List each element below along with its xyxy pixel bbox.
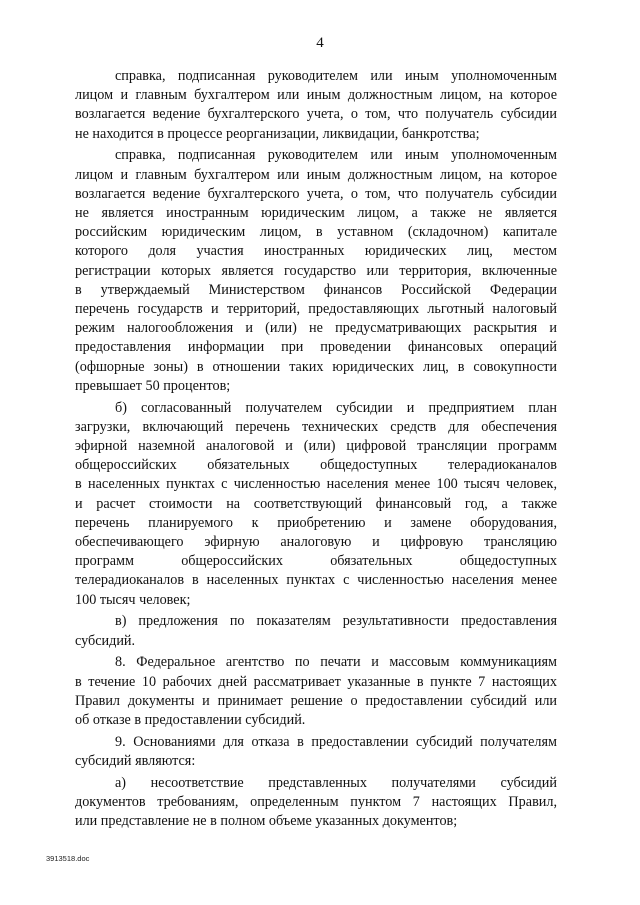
page-number: 4 [316, 35, 324, 51]
text-line: режим налогообложения и (или) не предусматривающих раскрытия и [75, 320, 557, 337]
text-line: перечень государств и территорий, предоставляющих льготный налоговый [75, 301, 557, 318]
text-line: предоставления информации при проведении финансовых операций [75, 339, 557, 356]
paragraph [75, 653, 557, 730]
paragraph [75, 612, 557, 650]
text-line: а) несоответствие представленных получателями субсидий [115, 774, 557, 791]
text-line: лицом и главным бухгалтером или иным должностным лицом, на которое [75, 87, 557, 104]
text-line: (офшорные зоны) в отношении таких юридических лиц, в совокупности [75, 358, 557, 375]
text-line: перечень планируемого к приобретению и замене оборудования, [75, 514, 557, 531]
document-body [75, 67, 557, 834]
text-line: превышает 50 процентов; [75, 377, 231, 394]
text-line: субсидий являются: [75, 753, 196, 770]
text-line: телерадиоканалов в населенных пунктах с численностью населения менее [75, 572, 557, 589]
text-line: в утверждаемый Министерством финансов Российской Федерации [75, 281, 557, 298]
text-line: возлагается ведение бухгалтерского учета, о том, что получатель субсидии [75, 106, 557, 123]
paragraph [75, 67, 557, 144]
text-line: регистрации которых является государство или территория, включенные [75, 262, 557, 279]
text-line: российским юридическим лицом, в уставном (складочном) капитале [75, 224, 557, 241]
text-line: и расчет стоимости на соответствующий финансовый год, а также [75, 495, 557, 512]
text-line: программ общероссийских обязательных общедоступных [75, 553, 557, 570]
text-line: Правил документы и принимает решение о предоставлении субсидий или [75, 692, 557, 709]
text-line: об отказе в предоставлении субсидий. [75, 712, 306, 729]
text-line: не находится в процессе реорганизации, ликвидации, банкротства; [75, 125, 480, 142]
text-line: 100 тысяч человек; [75, 591, 191, 608]
text-line: общероссийских обязательных общедоступных телерадиоканалов [75, 457, 557, 474]
footer-file-code: 3913518.doc [46, 854, 90, 863]
text-line: лицом и главным бухгалтером или иным должностным лицом, на которое [75, 166, 557, 183]
text-line: справка, подписанная руководителем или иным уполномоченным [115, 68, 557, 84]
text-line: не является иностранным юридическим лицом, а также не является [75, 205, 557, 222]
text-line: возлагается ведение бухгалтерского учета, о том, что получатель субсидии [75, 185, 557, 202]
text-line: 9. Основаниями для отказа в предоставлении субсидий получателям [115, 733, 557, 750]
text-line: в) предложения по показателям результативности предоставления [115, 613, 557, 630]
text-line: эфирной наземной аналоговой и (или) цифровой трансляции программ [75, 438, 557, 455]
text-line: документов требованиям, определенным пунктом 7 настоящих Правил, [75, 794, 557, 811]
text-line: в течение 10 рабочих дней рассматривает указанные в пункте 7 настоящих [75, 673, 557, 690]
text-line: загрузки, включающий перечень технических средств для обеспечения [75, 418, 557, 435]
text-line: или представление не в полном объеме указанных документов; [75, 813, 458, 830]
text-line: в населенных пунктах с численностью населения менее 100 тысяч человек, [75, 476, 557, 493]
text-line: 8. Федеральное агентство по печати и массовым коммуникациям [115, 654, 557, 671]
text-line: справка, подписанная руководителем или иным уполномоченным [115, 147, 557, 164]
text-line: субсидий. [75, 632, 136, 649]
paragraph [75, 733, 557, 771]
paragraph [75, 774, 557, 832]
paragraph [75, 399, 557, 610]
text-line: б) согласованный получателем субсидии и предприятием план [115, 399, 557, 416]
text-line: которого доля участия иностранных юридических лиц, местом [75, 243, 557, 260]
paragraph [75, 146, 557, 396]
text-line: обеспечивающего эфирную аналоговую и цифровую трансляцию [75, 534, 557, 551]
